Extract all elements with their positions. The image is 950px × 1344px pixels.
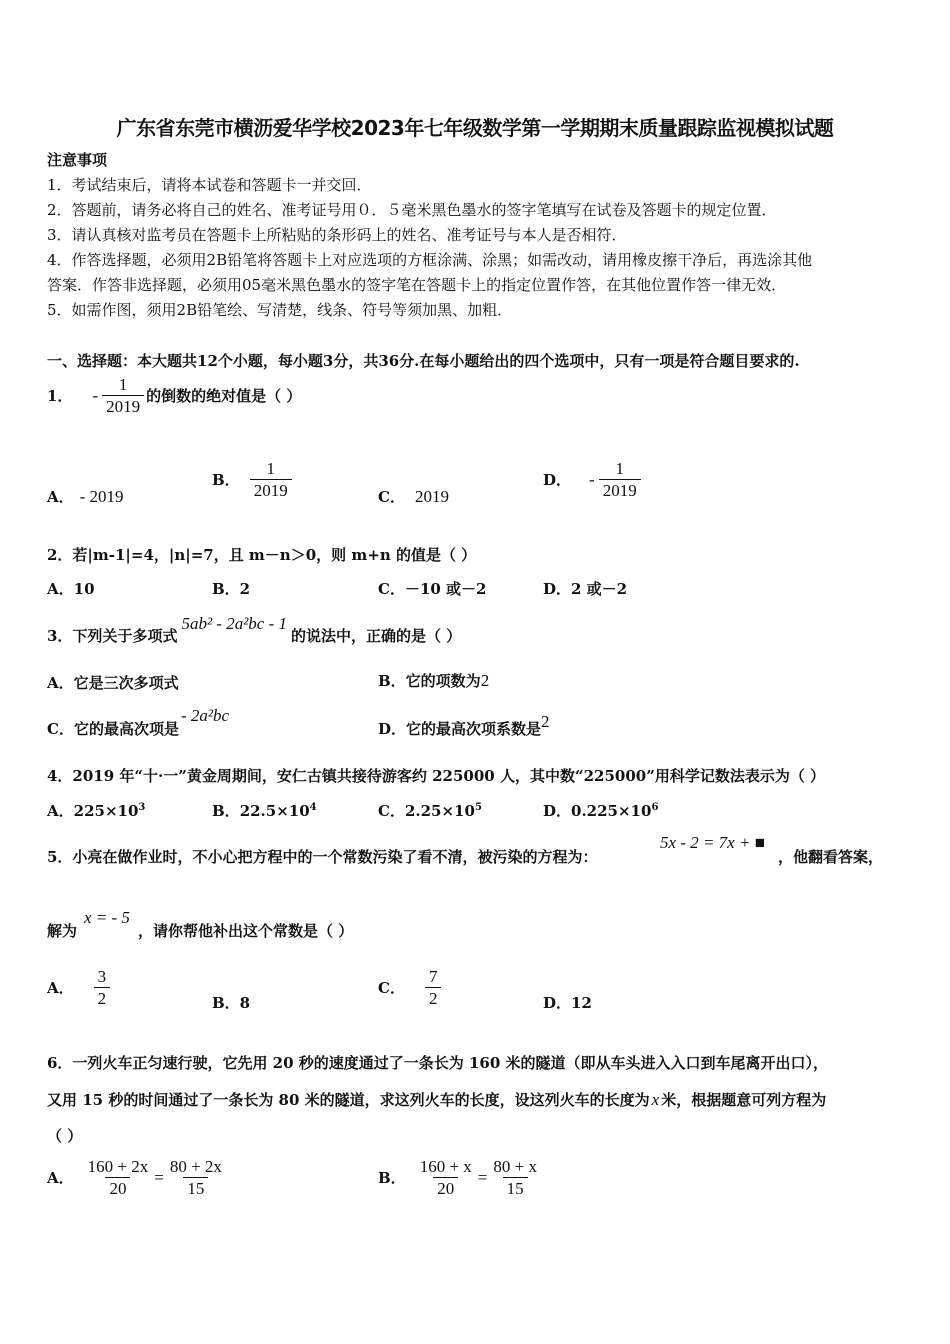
question-text: 又用 15 秒的时间通过了一条长为 80 米的隧道，求这列火车的长度，设这列火车的长度为 bbox=[47, 1091, 650, 1109]
notice-item: 4．作答选择题，必须用2B铅笔将答题卡上对应选项的方框涂满、涂黑；如需改动，请用橡皮擦干净后，再选涂其他 bbox=[47, 251, 813, 269]
option-c bbox=[378, 966, 441, 1009]
question-6-text bbox=[47, 1089, 826, 1110]
option-value: 2.25×10 bbox=[404, 802, 475, 820]
equals-sign: = bbox=[477, 1167, 488, 1187]
option-d: D．2 或－2 bbox=[543, 580, 628, 598]
question-5-text: ，他翻看答案， bbox=[778, 848, 884, 866]
option-label: C． bbox=[378, 802, 405, 820]
fraction bbox=[166, 1156, 226, 1199]
option-value: 2019 bbox=[414, 487, 449, 506]
notice-item: 2．答题前，请务必将自己的姓名、准考证号用０．５毫米黑色墨水的签字笔填写在试卷及答题卡的规定位置． bbox=[47, 201, 777, 219]
option-label: D． bbox=[543, 471, 572, 489]
numerator: 3 bbox=[97, 967, 107, 986]
option-label: C． bbox=[378, 488, 405, 506]
notice-item: 5．如需作图，须用2B铅笔绘、写清楚，线条、符号等须加黑、加粗． bbox=[47, 301, 513, 319]
neg-sign: - bbox=[589, 469, 595, 489]
notice-item: 3．请认真核对监考员在答题卡上所粘贴的条形码上的姓名、准考证号与本人是否相符． bbox=[47, 226, 627, 244]
denominator: 15 bbox=[503, 1177, 528, 1199]
question-number: 1． bbox=[47, 387, 73, 405]
numerator: 160 + x bbox=[419, 1157, 472, 1176]
fraction bbox=[102, 374, 144, 417]
numerator: 1 bbox=[615, 459, 624, 478]
fraction bbox=[250, 458, 292, 501]
denominator: 20 bbox=[105, 1177, 130, 1199]
denominator: 2019 bbox=[250, 479, 292, 501]
variable: x bbox=[651, 1090, 660, 1109]
option-value: - 2019 bbox=[79, 487, 124, 506]
fraction bbox=[599, 458, 641, 501]
page-title: 广东省东莞市横沥爱华学校2023年七年级数学第一学期期末质量跟踪监视模拟试题 bbox=[116, 116, 834, 140]
question-4: 4．2019 年“十·一”黄金周期间，安仁古镇共接待游客约 225000 人，其中数“225000”用科学记数法表示为（ ） bbox=[47, 767, 826, 785]
option-d bbox=[543, 458, 641, 501]
question-2: 2．若|m-1|=4，|n|=7，且 m－n＞0，则 m+n 的值是（ ） bbox=[47, 546, 477, 564]
question-1 bbox=[47, 374, 301, 417]
numerator: 80 + 2x bbox=[169, 1157, 222, 1176]
neg-sign: - bbox=[92, 385, 99, 405]
fraction bbox=[489, 1156, 541, 1199]
question-text: 米，根据题意可列方程为 bbox=[661, 1091, 827, 1109]
option-a bbox=[47, 800, 145, 821]
denominator: 2 bbox=[425, 987, 442, 1009]
option-label: B． bbox=[378, 1169, 406, 1187]
question-6-text: 6．一列火车正匀速行驶，它先用 20 秒的速度通过了一条长为 160 米的隧道（即从车头进入入口到车尾离开出口）， bbox=[47, 1054, 829, 1072]
option-label: B． bbox=[212, 802, 240, 820]
fraction bbox=[425, 966, 442, 1009]
numerator: 7 bbox=[428, 967, 438, 986]
question-text: 的倒数的绝对值是（ ） bbox=[146, 387, 302, 405]
question-text: 3．下列关于多项式 bbox=[47, 627, 178, 645]
option-b: B．2 bbox=[212, 580, 251, 598]
exponent: 6 bbox=[651, 802, 659, 813]
option-value: 2 bbox=[541, 712, 550, 731]
notice-item: 1．考试结束后，请将本试卷和答题卡一并交回． bbox=[47, 176, 372, 194]
option-value: 225×10 bbox=[73, 802, 139, 820]
option-c bbox=[47, 706, 229, 739]
option-c bbox=[378, 486, 449, 507]
option-label: A． bbox=[47, 1169, 74, 1187]
option-a bbox=[47, 1156, 226, 1199]
equation: 5x - 2 = 7x + ■ bbox=[660, 833, 765, 852]
question-5-text: 5．小亮在做作业时，不小心把方程中的一个常数污染了看不清，被污染的方程为： bbox=[47, 848, 598, 866]
option-a bbox=[47, 486, 124, 507]
option-text: C．它的最高次项是 bbox=[47, 720, 179, 738]
option-value: 2 bbox=[480, 671, 490, 690]
option-c bbox=[378, 800, 482, 821]
numerator: 80 + x bbox=[493, 1157, 537, 1176]
option-b bbox=[212, 458, 292, 501]
option-label: C． bbox=[378, 979, 405, 997]
option-text: D．它的最高次项系数是 bbox=[378, 720, 542, 738]
numerator: 1 bbox=[266, 459, 275, 478]
option-d: D．12 bbox=[543, 994, 592, 1012]
option-b bbox=[378, 1156, 541, 1199]
option-b: B．8 bbox=[212, 994, 251, 1012]
numerator: 160 + 2x bbox=[87, 1157, 149, 1176]
notice-item: 答案．作答非选择题，必须用05毫米黑色墨水的签字笔在答题卡上的指定位置作答，在其他位置作答一律无效． bbox=[47, 276, 787, 294]
solution: x = - 5 bbox=[84, 908, 130, 927]
option-c: C．－10 或－2 bbox=[378, 580, 487, 598]
option-b bbox=[378, 670, 489, 691]
option-label: A． bbox=[47, 802, 74, 820]
exponent: 4 bbox=[309, 802, 317, 813]
option-label: B． bbox=[212, 471, 240, 489]
fraction bbox=[94, 966, 111, 1009]
denominator: 2 bbox=[94, 987, 111, 1009]
question-5-text: ，请你帮他补出这个常数是（ ） bbox=[138, 922, 354, 940]
option-value: 22.5×10 bbox=[239, 802, 310, 820]
exponent: 5 bbox=[474, 802, 482, 813]
fraction bbox=[84, 1156, 153, 1199]
option-text: B．它的项数为 bbox=[378, 672, 481, 690]
option-a bbox=[47, 966, 110, 1009]
denominator: 2019 bbox=[599, 479, 641, 501]
denominator: 15 bbox=[183, 1177, 208, 1199]
option-d bbox=[543, 800, 658, 821]
question-5-text: 解为 bbox=[47, 922, 78, 940]
notice-heading: 注意事项 bbox=[47, 151, 108, 169]
option-b bbox=[212, 800, 317, 821]
question-text: 的说法中，正确的是（ ） bbox=[291, 627, 462, 645]
fraction bbox=[416, 1156, 476, 1199]
option-value: 0.225×10 bbox=[571, 802, 652, 820]
section-heading: 一、选择题：本大题共12个小题，每小题3分，共36分.在每小题给出的四个选项中，只有一项是符合题目要求的. bbox=[47, 352, 800, 370]
option-label: A． bbox=[47, 979, 74, 997]
denominator: 20 bbox=[433, 1177, 458, 1199]
option-a: A．10 bbox=[47, 580, 95, 598]
question-3 bbox=[47, 614, 461, 646]
option-label: A． bbox=[47, 488, 74, 506]
numerator: 1 bbox=[118, 375, 128, 394]
exponent: 3 bbox=[138, 802, 146, 813]
polynomial-expression: 5ab² - 2a²bc - 1 bbox=[181, 614, 288, 633]
question-6-text: （ ） bbox=[47, 1127, 83, 1145]
option-a: A．它是三次多项式 bbox=[47, 674, 179, 692]
option-label: D． bbox=[543, 802, 572, 820]
option-d bbox=[378, 712, 550, 739]
option-value: - 2a²bc bbox=[180, 706, 230, 725]
denominator: 2019 bbox=[102, 395, 144, 417]
equals-sign: = bbox=[154, 1167, 164, 1187]
